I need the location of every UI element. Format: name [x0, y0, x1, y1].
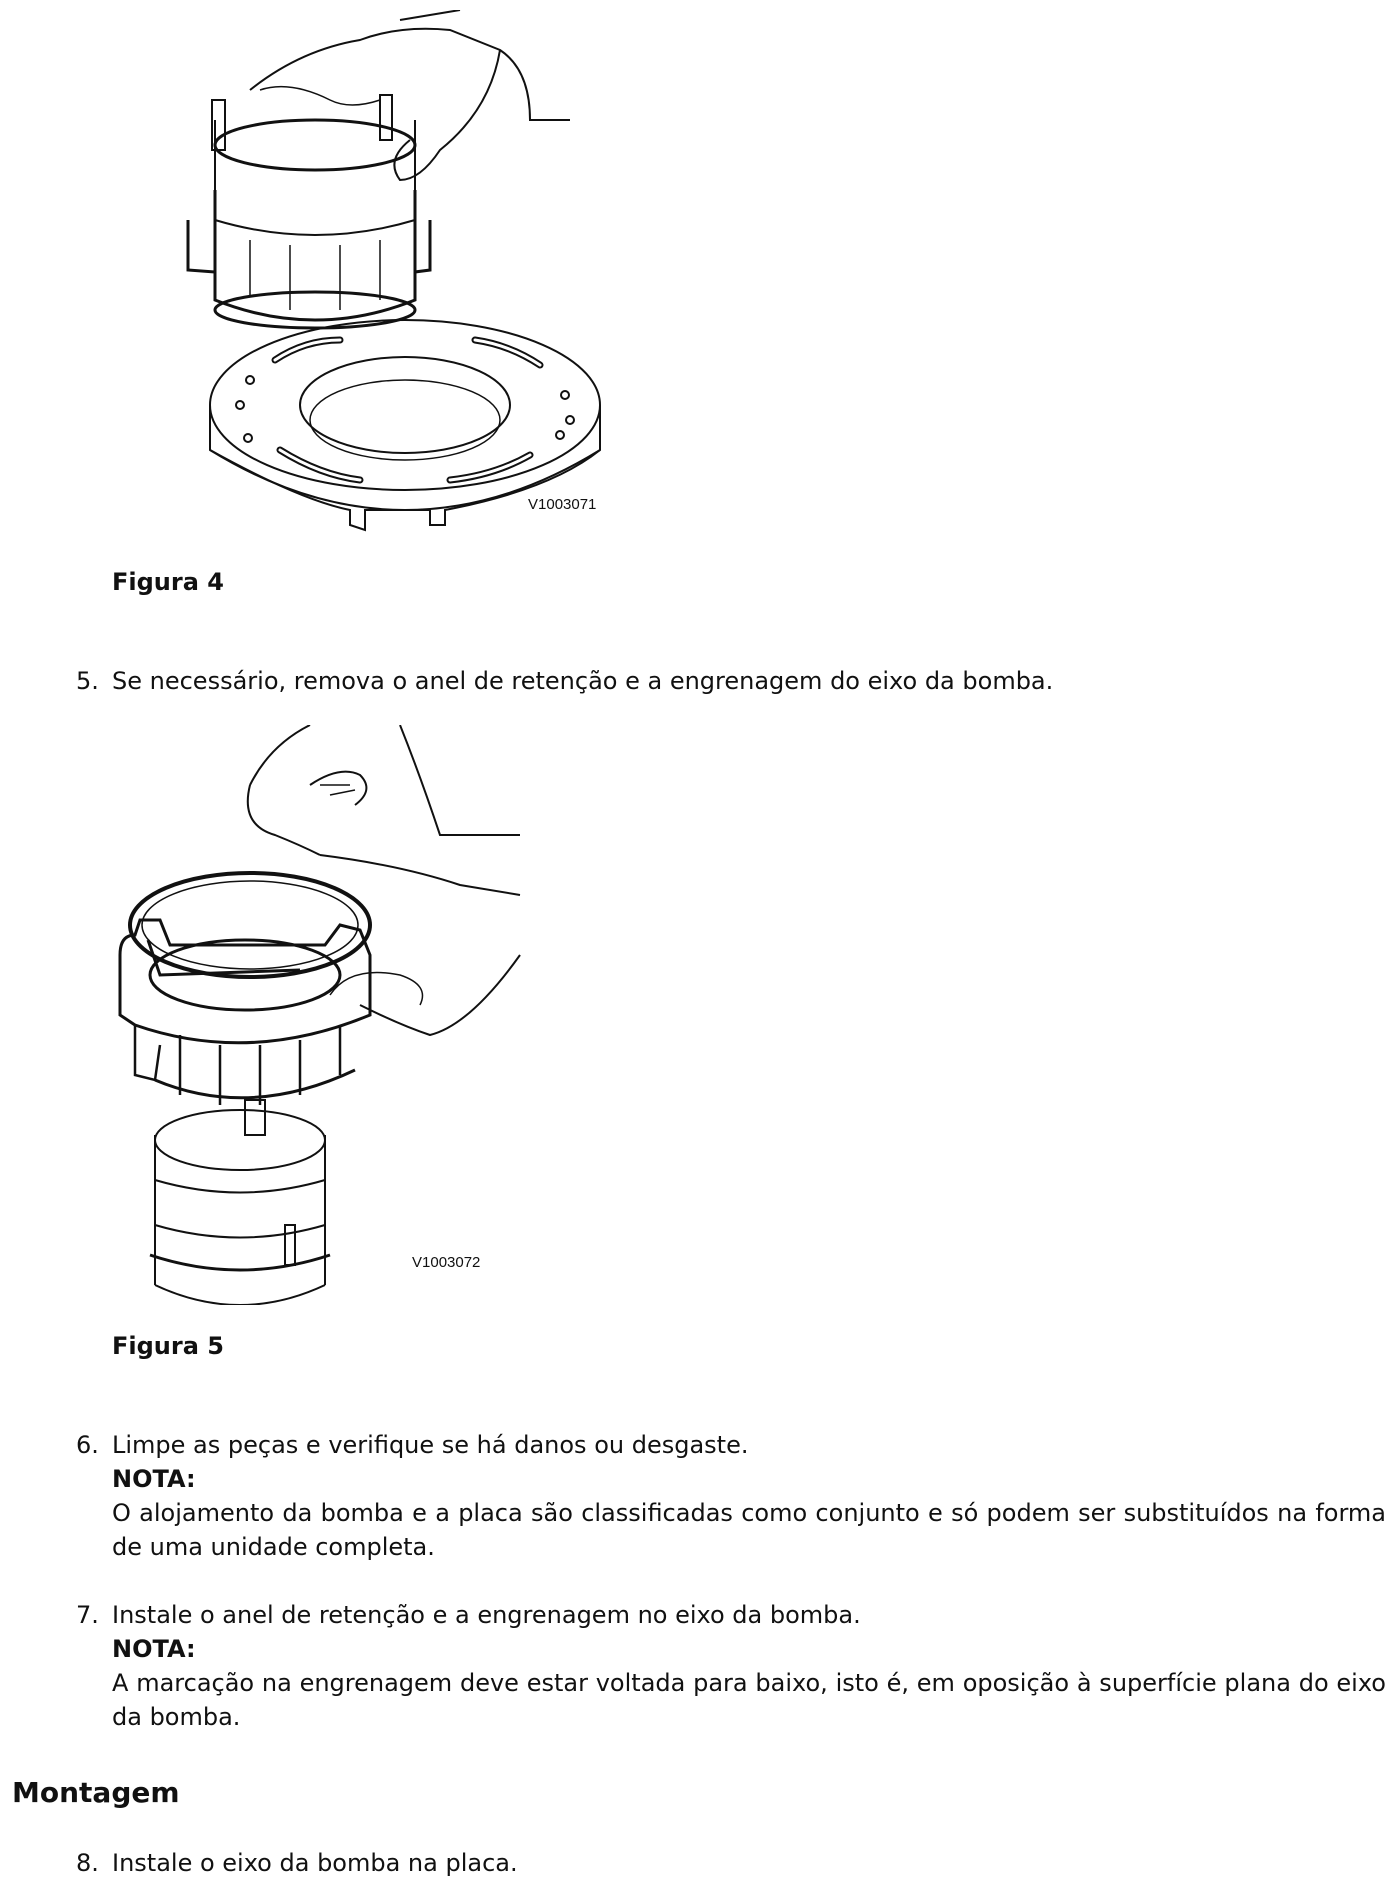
step-number: 8. [76, 1849, 99, 1877]
figure-5-caption: Figura 5 [112, 1332, 224, 1360]
step-text: Instale o anel de retenção e a engrenagem no eixo da bomba. [112, 1601, 861, 1629]
step-6 [76, 1428, 1386, 1564]
figure-4-illustration [100, 10, 620, 540]
step-5 [76, 664, 1386, 698]
note-label: NOTA: [112, 1465, 196, 1493]
note-text: O alojamento da bomba e a placa são classificadas como conjunto e só podem ser substituídos na forma de uma unidade completa. [112, 1499, 1386, 1561]
figure-4-caption: Figura 4 [112, 568, 224, 596]
step-7 [76, 1598, 1386, 1734]
section-heading: Montagem [12, 1776, 180, 1809]
step-text: Se necessário, remova o anel de retenção e a engrenagem do eixo da bomba. [112, 667, 1054, 695]
step-8 [76, 1846, 1386, 1880]
note-text: A marcação na engrenagem deve estar voltada para baixo, isto é, em oposição à superfície plana do eixo da bomba. [112, 1669, 1386, 1731]
step-text: Instale o eixo da bomba na placa. [112, 1849, 518, 1877]
figure-5-illustration [100, 725, 620, 1305]
step-text: Limpe as peças e verifique se há danos ou desgaste. [112, 1431, 749, 1459]
note-label: NOTA: [112, 1635, 196, 1663]
figure-4-code: V1003071 [528, 496, 597, 513]
step-number: 6. [76, 1431, 99, 1459]
step-number: 5. [76, 667, 99, 695]
figure-5-code: V1003072 [412, 1254, 481, 1271]
step-number: 7. [76, 1601, 99, 1629]
